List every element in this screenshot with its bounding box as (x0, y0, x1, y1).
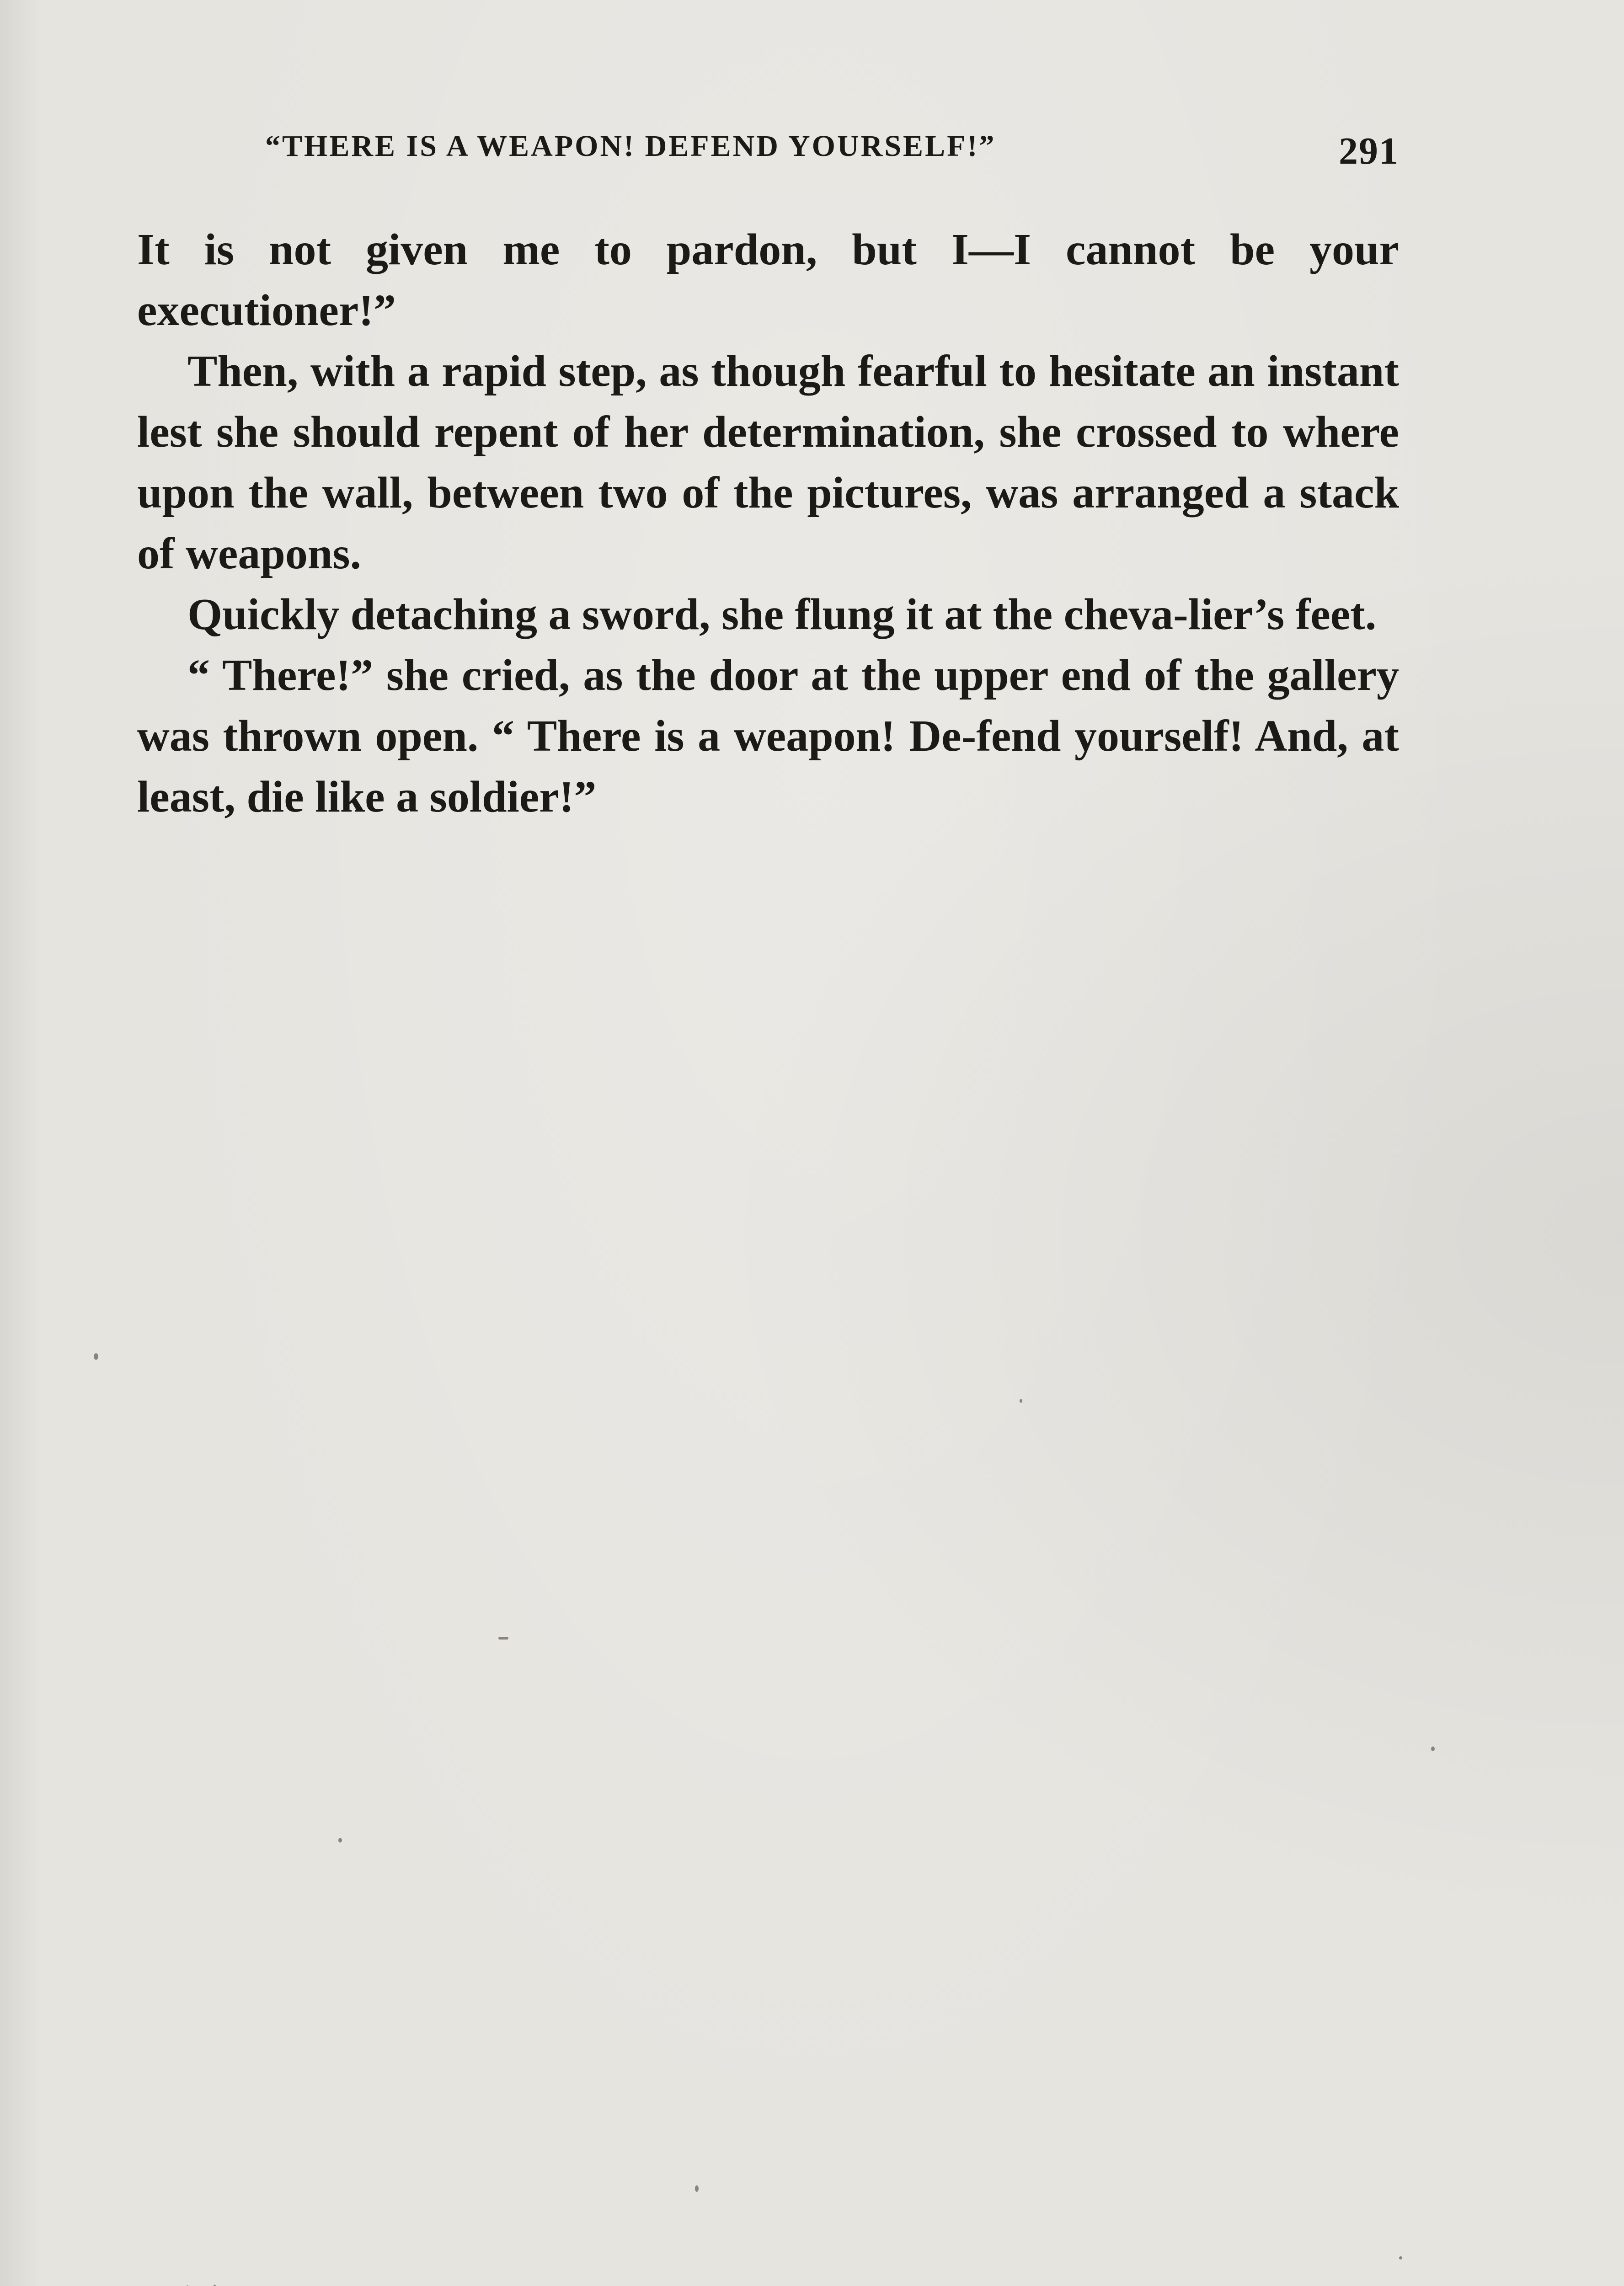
page-number: 291 (1339, 130, 1399, 172)
running-head (265, 129, 1399, 179)
stray-print-marks (145, 2281, 420, 2286)
paper-speck (1431, 1747, 1435, 1751)
paper-speck (695, 2185, 699, 2192)
running-head-title: “THERE IS A WEAPON! DEFEND YOURSELF!” (265, 129, 996, 163)
paper-speck (1399, 2256, 1402, 2259)
body-text (137, 219, 1399, 828)
paper-speck (94, 1353, 98, 1360)
paragraph-1: It is not given me to pardon, but I—I cannot be your executioner!” (137, 225, 1399, 335)
paper-speck (498, 1637, 508, 1640)
paper-speck (1020, 1399, 1022, 1403)
paper-speck (338, 1838, 342, 1843)
paragraph-4: “ There!” she cried, as the door at the upper end of the gallery was thrown open. “ There is a weapon! De-fend yourself! And, at least, die like a soldier!” (137, 651, 1399, 822)
paragraph-3: Quickly detaching a sword, she flung it at the cheva-lier’s feet. (187, 590, 1377, 639)
paragraph-2: Then, with a rapid step, as though fearful to hesitate an instant lest she should repent of her determination, she crossed to where upon the wall, between two of the pictures, was arranged a stack of weapons. (137, 347, 1399, 578)
